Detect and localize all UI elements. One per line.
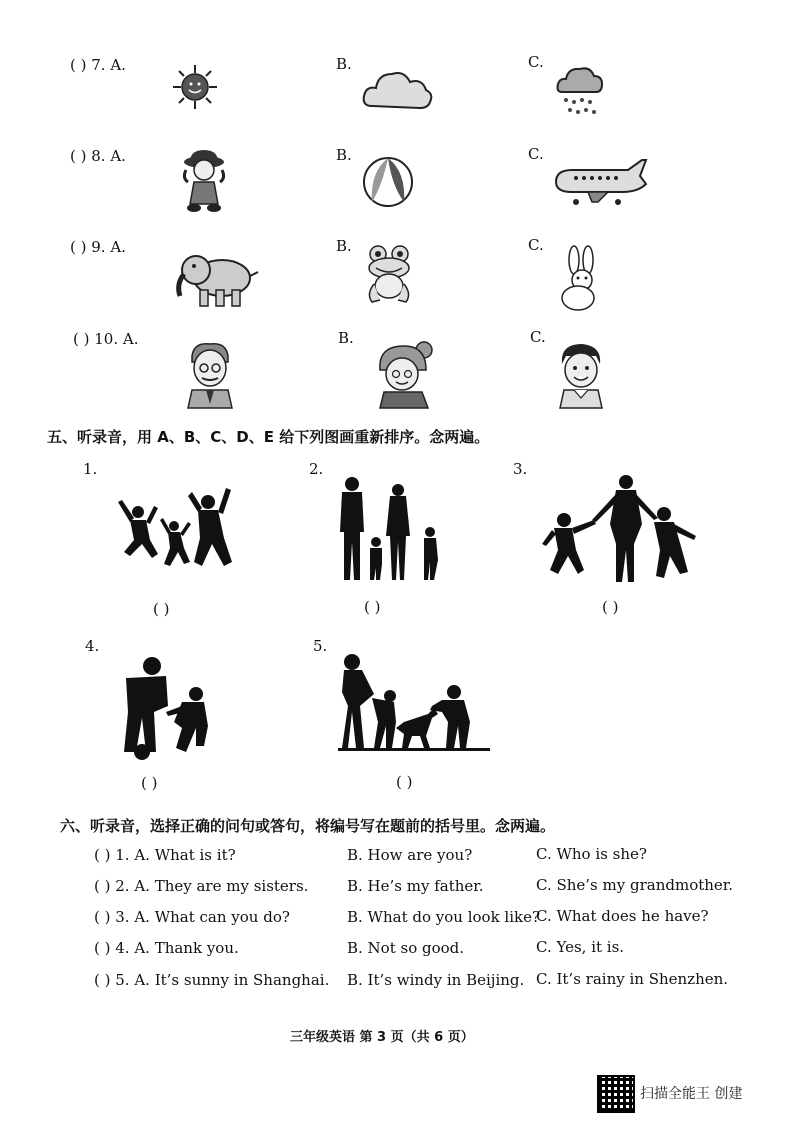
item-number: 1.: [83, 460, 98, 478]
boy-icon: [556, 342, 606, 408]
jumping-family-silhouette-icon: [108, 482, 238, 572]
option-b-label: B.: [336, 55, 352, 73]
grandpa-icon: [184, 342, 236, 408]
item-number: 4.: [85, 637, 100, 655]
playing-football-silhouette-icon: [112, 656, 212, 760]
question-option-b: B. How are you?: [347, 846, 473, 864]
family-with-dog-silhouette-icon: [338, 652, 490, 756]
question-option-b: B. He’s my father.: [347, 877, 484, 895]
question-option-c: C. She’s my grandmother.: [536, 876, 734, 894]
item-number: 3.: [513, 460, 528, 478]
ball-icon: [362, 156, 414, 208]
question-option-c: C. Yes, it is.: [536, 938, 625, 956]
doll-icon: [176, 148, 232, 214]
answer-blank[interactable]: ( ): [602, 598, 619, 616]
option-b-label: B.: [338, 329, 354, 347]
option-c-label: C.: [528, 53, 544, 71]
question-option-b: B. Not so good.: [347, 939, 465, 957]
page-footer: 三年级英语 第 3 页（共 6 页）: [290, 1030, 474, 1045]
question-option-c: C. What does he have?: [536, 907, 709, 925]
answer-blank[interactable]: ( ): [364, 598, 381, 616]
rabbit-icon: [556, 246, 604, 312]
option-b-label: B.: [336, 237, 352, 255]
question-option-c: C. It’s rainy in Shenzhen.: [536, 970, 729, 988]
question-number: ( ) 8. A.: [70, 147, 126, 165]
item-number: 5.: [313, 637, 328, 655]
option-c-label: C.: [528, 236, 544, 254]
question-number: ( ) 9. A.: [70, 238, 126, 256]
question-option-a: ( ) 4. A. Thank you.: [94, 939, 239, 957]
option-c-label: C.: [528, 145, 544, 163]
walking-family-silhouette-icon: [330, 476, 446, 582]
option-c-label: C.: [530, 328, 546, 346]
grandma-icon: [372, 340, 438, 408]
item-number: 2.: [309, 460, 324, 478]
cloud-icon: [362, 66, 434, 112]
answer-blank[interactable]: ( ): [396, 773, 413, 791]
plane-icon: [552, 158, 648, 208]
section-6-heading: 六、听录音，选择正确的问句或答句，将编号写在题前的括号里。念两遍。: [60, 817, 556, 835]
answer-blank[interactable]: ( ): [153, 600, 170, 618]
question-option-a: ( ) 1. A. What is it?: [94, 846, 236, 864]
question-option-c: C. Who is she?: [536, 845, 647, 863]
question-option-b: B. It’s windy in Beijing.: [347, 971, 525, 989]
scanner-watermark: 扫描全能王 创建: [640, 1086, 743, 1102]
running-family-silhouette-icon: [540, 474, 700, 584]
section-5-heading: 五、听录音，用 A、B、C、D、E 给下列图画重新排序。念两遍。: [47, 428, 490, 446]
question-option-a: ( ) 3. A. What can you do?: [94, 908, 290, 926]
elephant-icon: [174, 250, 260, 308]
question-number: ( ) 10. A.: [73, 330, 139, 348]
question-option-b: B. What do you look like?: [347, 908, 541, 926]
sun-icon: [172, 64, 218, 110]
question-option-a: ( ) 5. A. It’s sunny in Shanghai.: [94, 971, 330, 989]
rain-cloud-icon: [556, 64, 604, 118]
question-option-a: ( ) 2. A. They are my sisters.: [94, 877, 309, 895]
answer-blank[interactable]: ( ): [141, 774, 158, 792]
qr-code-icon: [597, 1075, 635, 1113]
question-number: ( ) 7. A.: [70, 56, 126, 74]
option-b-label: B.: [336, 146, 352, 164]
frog-icon: [362, 244, 416, 304]
